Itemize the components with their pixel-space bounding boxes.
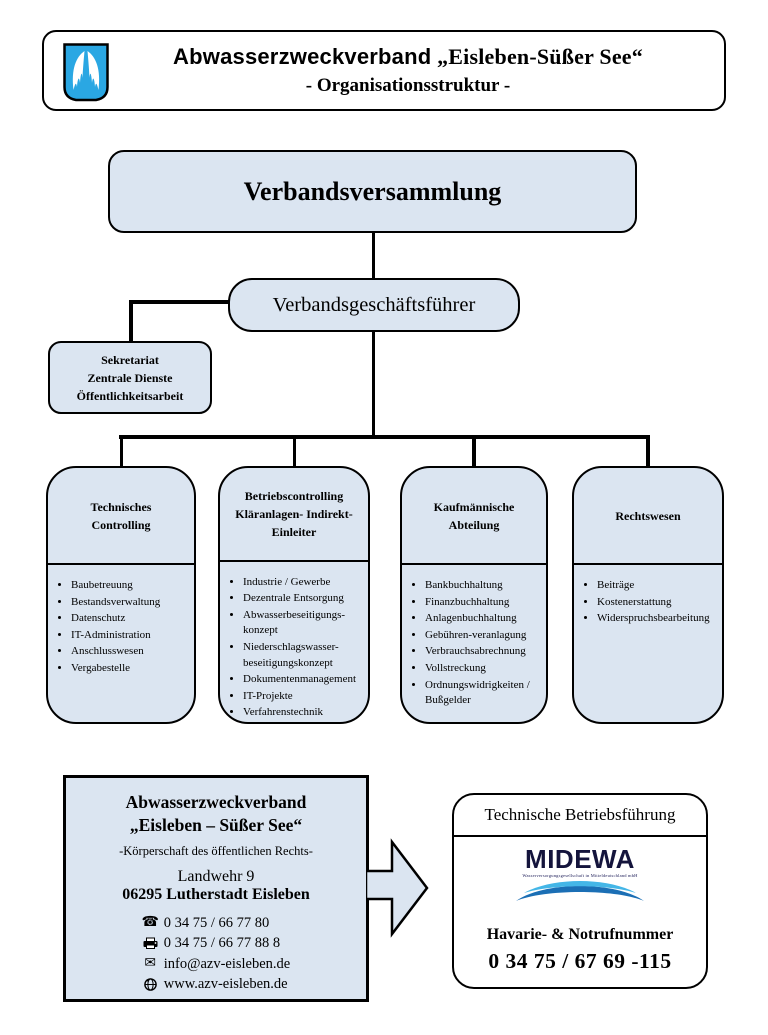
- dept-title: [48, 468, 194, 565]
- list-item: • Baubetreuung: [71, 578, 189, 594]
- contact-city: 06295 Lutherstadt Eisleben: [122, 885, 310, 903]
- list-item: • Kostenerstattung: [597, 595, 717, 611]
- list-item: Betriebscontrolling: [244, 488, 344, 503]
- list-item: • Widerspruchsbearbeitung: [597, 611, 717, 627]
- email-icon: ✉: [144, 955, 157, 971]
- dept-item-list: [411, 578, 541, 709]
- box-verbandsversammlung: [108, 150, 637, 233]
- list-item: • Industrie / Gewerbe: [243, 575, 363, 591]
- contact-phone-row: [142, 913, 290, 934]
- list-item: • Gebühren-veranlagung: [425, 628, 541, 644]
- list-item: • Verfahrenstechnik: [243, 705, 363, 721]
- connector-assembly-director: [372, 232, 376, 279]
- list-item: • Finanzbuchhaltung: [425, 595, 541, 611]
- box-sekretariat: [48, 341, 212, 414]
- list-item: Kläranlagen- Indirekt-: [235, 506, 353, 521]
- connector-drop-dept3: [472, 435, 476, 467]
- contact-fax: 0 34 75 / 66 77 88 8: [163, 935, 281, 952]
- arrow-to-operator: [366, 838, 430, 938]
- list-item: • Abwasserbeseitigungs-konzept: [243, 608, 363, 639]
- dept-items: [48, 565, 194, 722]
- list-item: Kaufmännische: [433, 499, 515, 514]
- list-item: • Beiträge: [597, 578, 717, 594]
- list-item: • Anschlusswesen: [71, 644, 189, 660]
- page-subtitle: - Organisationsstruktur -: [305, 75, 511, 96]
- contact-email-row: [142, 954, 290, 975]
- contact-fax-row: [142, 933, 290, 954]
- contact-email: info@azv-eisleben.de: [163, 955, 291, 972]
- list-item: Sekretariat: [101, 352, 159, 367]
- list-item: • Ordnungswidrigkeiten / Bußgelder: [425, 678, 541, 709]
- dept-item-list: [57, 578, 189, 677]
- contact-website-row: [142, 974, 290, 995]
- connector-secretariat-vertical: [129, 300, 133, 343]
- list-item: Zentrale Dienste: [87, 370, 173, 385]
- fax-icon: [142, 937, 159, 949]
- eisleben-coat-of-arms-icon: [63, 43, 109, 102]
- connector-drop-dept4: [646, 435, 650, 467]
- midewa-logo: [454, 846, 706, 912]
- dept-items: [402, 565, 546, 722]
- contact-rows: [142, 913, 290, 995]
- box-verbandsversammlung-label: Verbandsversammlung: [243, 176, 502, 206]
- emergency-number: 0 34 75 / 67 69 -115: [488, 949, 672, 973]
- list-item: • Vergabestelle: [71, 661, 189, 677]
- page-title-quoted-name: „Eisleben-Süßer See“: [437, 44, 643, 69]
- emergency-label: Havarie- & Notrufnummer: [486, 926, 674, 943]
- list-item: Öffentlichkeitsarbeit: [76, 388, 184, 403]
- connector-director-trunk: [372, 331, 376, 437]
- midewa-tagline: Wasserversorgungsgesellschaft in Mitteldeutschland mbH: [522, 873, 638, 878]
- dept-items: [574, 565, 722, 722]
- dept-item-list: [229, 575, 363, 721]
- phone-icon: ☎: [141, 913, 159, 930]
- midewa-wordmark: MIDEWA: [525, 844, 635, 874]
- connector-drop-dept1: [120, 435, 124, 467]
- list-item: • Datenschutz: [71, 611, 189, 627]
- list-item: • Bankbuchhaltung: [425, 578, 541, 594]
- box-betriebscontrolling: [218, 466, 370, 724]
- list-item: • Niederschlagswasser-beseitigungskonzept: [243, 640, 363, 671]
- dept-title: [402, 468, 546, 565]
- dept-items: [220, 562, 368, 722]
- list-item: Abteilung: [448, 517, 500, 532]
- list-item: • Vollstreckung: [425, 661, 541, 677]
- list-item: • Dezentrale Entsorgung: [243, 591, 363, 607]
- box-kaufmaennische-abteilung: [400, 466, 548, 724]
- contact-org-name-line2: „Eisleben – Süßer See“: [129, 814, 303, 835]
- list-item: Controlling: [91, 517, 151, 532]
- box-verbandsgeschaeftsfuehrer-label: Verbandsgeschäftsführer: [272, 293, 476, 316]
- box-rechtswesen: [572, 466, 724, 724]
- connector-departments-bar: [119, 435, 649, 439]
- dept-title: [220, 468, 368, 562]
- page-title-org-name: Abwasserzweckverband: [173, 44, 432, 69]
- contact-website: www.azv-eisleben.de: [163, 976, 288, 993]
- box-verbandsgeschaeftsfuehrer: [228, 278, 520, 332]
- connector-secretariat-horizontal: [129, 300, 229, 304]
- header-titles: [44, 44, 724, 97]
- list-item: • Verbrauchsabrechnung: [425, 644, 541, 660]
- globe-icon: [142, 978, 159, 991]
- contact-card: [63, 775, 369, 1002]
- list-item: • IT-Projekte: [243, 689, 363, 705]
- list-item: • Bestandsverwaltung: [71, 595, 189, 611]
- operator-card: [452, 793, 708, 989]
- contact-phone: 0 34 75 / 66 77 80: [163, 914, 270, 931]
- midewa-waves-icon: [454, 879, 706, 912]
- dept-title: [574, 468, 722, 565]
- list-item: • IT-Administration: [71, 628, 189, 644]
- contact-org-name-line1: Abwasserzweckverband: [125, 792, 307, 812]
- page-title: [102, 44, 714, 70]
- contact-legal-form: -Körperschaft des öffentlichen Rechts-: [119, 843, 313, 858]
- box-technisches-controlling: [46, 466, 196, 724]
- list-item: Einleiter: [271, 524, 317, 539]
- list-item: • Anlagenbuchhaltung: [425, 611, 541, 627]
- contact-street: Landwehr 9: [177, 867, 255, 885]
- header-box: [42, 30, 726, 111]
- connector-drop-dept2: [293, 435, 297, 467]
- list-item: Rechtswesen: [615, 508, 681, 523]
- list-item: • Dokumentenmanagement: [243, 672, 363, 688]
- operator-title: Technische Betriebsführung: [454, 795, 706, 837]
- list-item: Technisches: [90, 499, 152, 514]
- dept-item-list: [583, 578, 717, 627]
